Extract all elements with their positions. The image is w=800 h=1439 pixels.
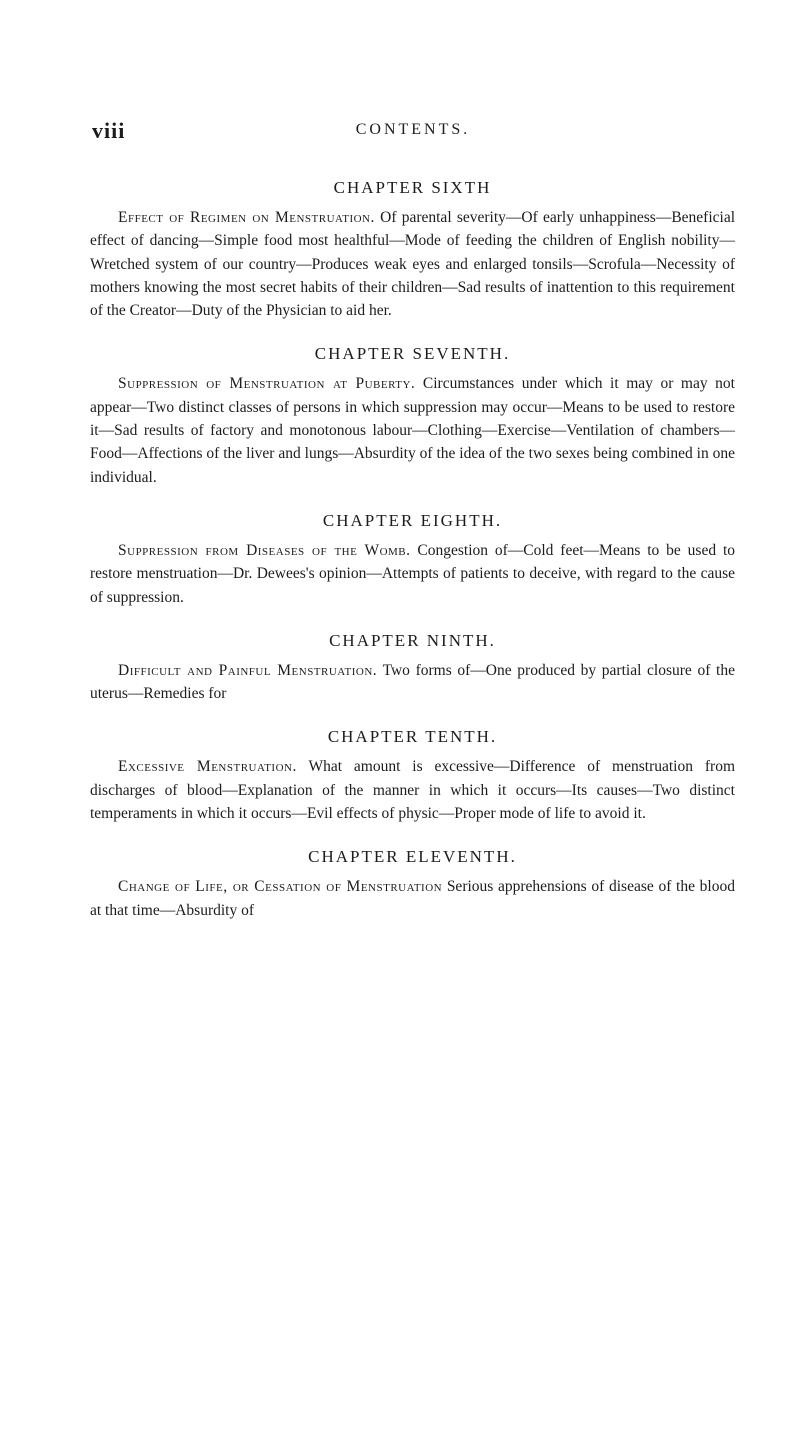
chapter-title: Excessive Menstruation. (118, 758, 297, 776)
chapter-summary-text: Of parental severity—Of early unhappiness—Beneficial effect of dancing—Simple food most healthful—Mode of feeding the children of English nobility—Wretched system of our country—Produces weak eyes and enlarged tonsils—Scrofula—Necessity of mothers knowing the most secret habits of their children—Sad results of inattention to this requirement of the Creator—Duty of the Physician to aid her. (90, 209, 736, 320)
chapter-heading: CHAPTER EIGHTH. (322, 510, 503, 530)
chapter-title: Difficult and Painful Menstruation. (118, 661, 378, 679)
chapter-heading: CHAPTER SIXTH (333, 178, 492, 197)
chapter-summary (90, 372, 735, 488)
chapter-eleventh (90, 845, 735, 922)
chapter-summary (90, 539, 735, 609)
chapter-title: Effect of Regimen on Menstruation. (118, 209, 375, 226)
chapter-heading: CHAPTER ELEVENTH. (308, 847, 517, 867)
chapter-summary-text: Circumstances under which it may or may not appear—Two distinct classes of persons in which suppression may occur—Means to be used to restore it—Sad results of factory and monotonous labour—Clothing—Exercise—Ventilation of chambers—Food—Affections of the liver and lungs—Absurdity of the idea of the two sexes being combined in one individual. (90, 375, 735, 486)
chapter-title: Suppression from Diseases of the Womb. (118, 541, 411, 559)
page-number: viii (92, 118, 126, 143)
chapter-heading: CHAPTER SEVENTH. (314, 344, 511, 364)
chapter-eighth (90, 509, 735, 609)
contents-text (90, 176, 735, 942)
chapter-summary-text: Congestion of—Cold feet—Means to be used to restore menstruation—Dr. Dewees's opinion—Attempts of patients to deceive, with regard to the cause of suppression. (90, 541, 735, 606)
chapter-title: Suppression of Menstruation at Puberty. (118, 375, 416, 393)
chapter-ninth (90, 629, 735, 706)
chapter-tenth (90, 725, 735, 825)
chapter-summary (90, 755, 735, 825)
chapter-heading: CHAPTER TENTH. (327, 727, 498, 747)
chapter-summary (90, 206, 735, 322)
chapter-title: Change of Life, or Cessation of Menstruation (118, 878, 443, 896)
chapter-summary (90, 875, 735, 922)
running-head (92, 118, 734, 148)
chapter-summary-text: What amount is excessive—Difference of menstruation from discharges of blood—Explanation of the manner in which it occurs—Its causes—Two distinct temperaments in which it occurs—Evil effects of physic—Proper mode of life to avoid it. (90, 758, 735, 823)
chapter-heading: CHAPTER NINTH. (329, 630, 496, 650)
chapter-sixth (90, 176, 735, 322)
chapter-summary (90, 659, 735, 706)
chapter-summary-text: Two forms of—One produced by partial closure of the uterus—Remedies for (90, 661, 735, 703)
chapter-summary-text: Serious apprehensions of disease of the blood at that time—Absurdity of (90, 878, 735, 919)
chapter-seventh (90, 342, 735, 488)
running-head-title: CONTENTS. (355, 121, 471, 138)
